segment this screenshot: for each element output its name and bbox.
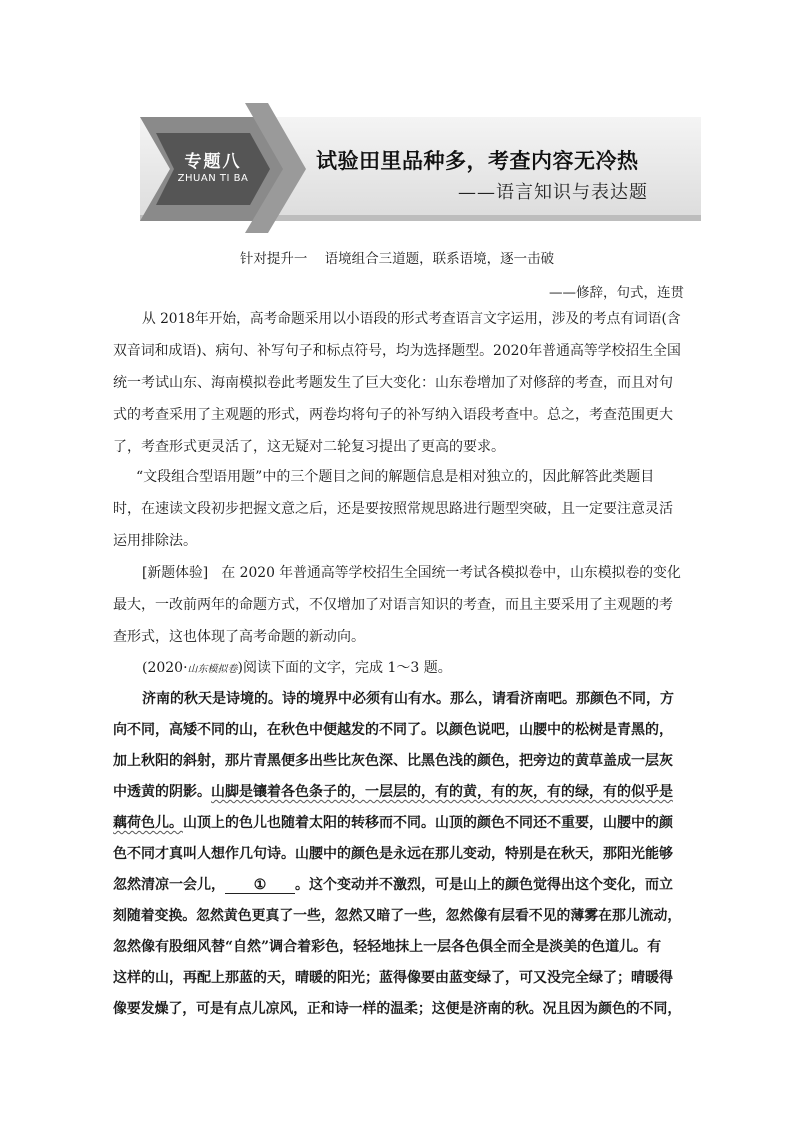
topic-pinyin: ZHUAN TI BA — [177, 173, 249, 184]
source-name: 山东模拟卷 — [187, 664, 238, 675]
new-question-tag: [新题体验] — [142, 565, 209, 581]
passage-line: 向不同，高矮不同的山，在秋色中便越发的不同了。以颜色说吧，山腰中的松树是青黑的， — [113, 722, 673, 738]
passage-line: 忽然像有股细风替“自然”调合着彩色，轻轻地抹上一层各色俱全而全是淡美的色道儿。有 — [113, 939, 662, 955]
intro-line: 时，在速读文段初步把握文意之后，还是要按照常规思路进行题型突破，且一定要注意灵活 — [113, 501, 673, 517]
passage-line — [113, 813, 673, 833]
source-open: (2020· — [142, 660, 188, 676]
intro-line: 统一考试山东、海南模拟卷此考题发生了巨大变化：山东卷增加了对修辞的考查，而且对句 — [113, 375, 673, 391]
passage-line: 刻随着变换。忽然黄色更真了一些，忽然又暗了一些，忽然像有层看不见的薄雾在那儿流动， — [113, 908, 682, 924]
passage-line: 像要发燥了，可是有点儿凉风，正和诗一样的温柔；这便是济南的秋。况且因为颜色的不同， — [113, 1001, 682, 1017]
topic-banner — [140, 103, 701, 221]
fill-in-blank-1[interactable]: ① — [225, 877, 295, 894]
section-subheading: ——修辞，句式，连贯 — [549, 285, 684, 301]
banner-title: 试验田里品种多，考查内容无冷热 — [316, 149, 639, 173]
passage-line: 加上秋阳的斜射，那片青黑便多出些比灰色深、比黑色浅的颜色，把旁边的黄草盖成一层灰 — [113, 753, 673, 769]
section-heading: 针对提升一 语境组合三道题，联系语境，逐一击破 — [239, 251, 555, 267]
passage-line: 色不同才真叫人想作几句诗。山腰中的颜色是永远在那儿变动，特别是在秋天，那阳光能够 — [113, 846, 673, 862]
new-question-line: 查形式，这也体现了高考命题的新动向。 — [113, 629, 365, 645]
passage-text: 山顶上的色儿也随着太阳的转移而不同。山顶的颜色不同还不重要，山腰中的颜 — [183, 815, 673, 831]
intro-line: 了，考查形式更灵活了，这无疑对二轮复习提出了更高的要求。 — [113, 439, 505, 455]
underlined-sentence: 山脚是镶着各色条子的，一层层的，有的黄，有的灰，有的绿，有的似乎是 — [211, 784, 673, 800]
new-question-line — [142, 563, 681, 583]
exercise-instruction — [142, 658, 452, 680]
instruction-text: )阅读下面的文字，完成 1～3 题。 — [237, 660, 452, 676]
intro-line: 运用排除法。 — [113, 533, 197, 549]
intro-line: 式的考查采用了主观题的形式，两卷均将句子的补写纳入语段考查中。总之，考查范围更大 — [113, 407, 673, 423]
passage-line: 这样的山，再配上那蓝的天，晴暖的阳光；蓝得像要由蓝变绿了，可又没完全绿了；晴暖得 — [113, 970, 673, 986]
new-question-line: 最大，一改前两年的命题方式，不仅增加了对语言知识的考查，而且主要采用了主观题的考 — [113, 597, 673, 613]
passage-line: 济南的秋天是诗境的。诗的境界中必须有山有水。那么，请看济南吧。那颜色不同，方 — [142, 691, 674, 707]
intro-line: “文段组合型语用题”中的三个题目之间的解题信息是相对独立的，因此解答此类题目 — [136, 469, 655, 485]
passage-line — [113, 875, 673, 895]
passage-text: 中透黄的阴影。 — [113, 784, 211, 800]
passage-text: 。这个变动并不激烈，可是山上的颜色觉得出这个变化，而立 — [295, 877, 673, 893]
passage-text: 忽然清凉一会儿， — [113, 877, 225, 893]
new-question-text: 在 2020 年普通高等学校招生全国统一考试各模拟卷中，山东模拟卷的变化 — [221, 565, 681, 581]
banner-subtitle: ——语言知识与表达题 — [458, 182, 648, 203]
intro-line: 从 2018年开始，高考命题采用以小语段的形式考查语言文字运用，涉及的考点有词语(含 — [142, 311, 681, 327]
passage-line — [113, 782, 673, 802]
topic-label: 专题八 — [184, 152, 242, 172]
underlined-sentence: 藕荷色儿。 — [113, 815, 183, 831]
intro-line: 双音词和成语)、病句、补写句子和标点符号，均为选择题型。2020年普通高等学校招生全国 — [113, 343, 681, 359]
